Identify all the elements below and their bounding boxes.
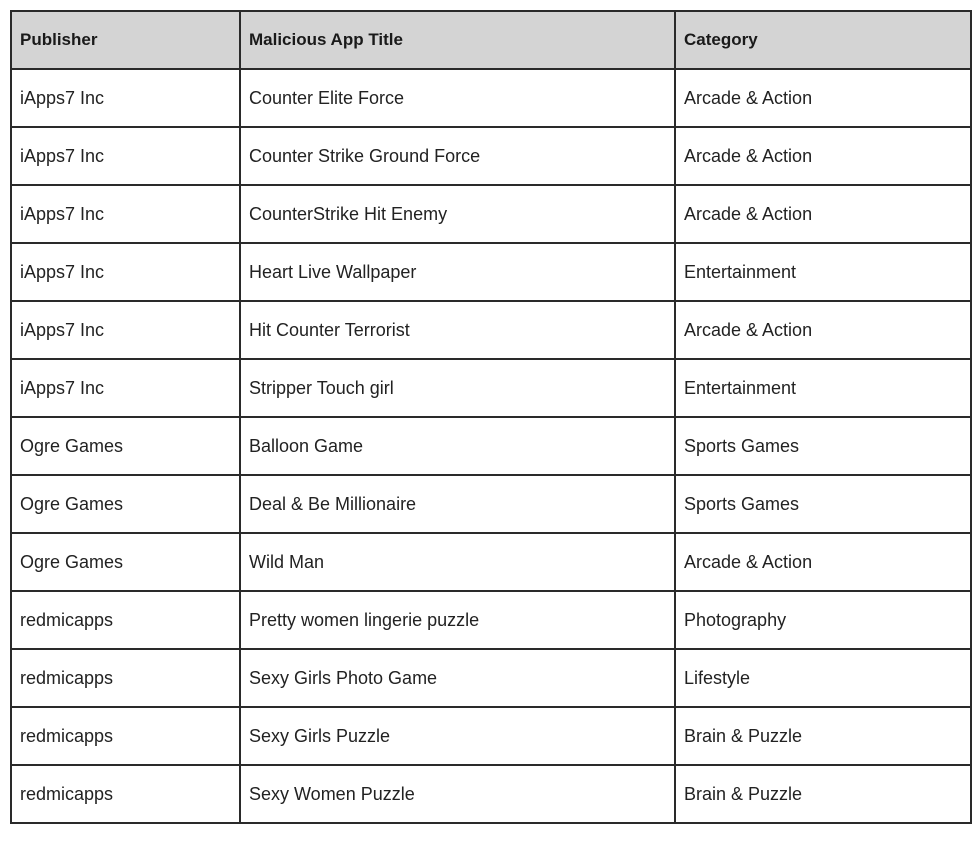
malicious-apps-table	[10, 10, 972, 824]
cell-publisher: iApps7 Inc	[11, 301, 240, 359]
table-row	[11, 649, 971, 707]
table-row	[11, 185, 971, 243]
cell-app-title: CounterStrike Hit Enemy	[240, 185, 675, 243]
cell-app-title: Hit Counter Terrorist	[240, 301, 675, 359]
table-row	[11, 301, 971, 359]
cell-category: Lifestyle	[675, 649, 971, 707]
cell-category: Arcade & Action	[675, 533, 971, 591]
cell-publisher: iApps7 Inc	[11, 243, 240, 301]
cell-category: Brain & Puzzle	[675, 765, 971, 823]
table-row	[11, 765, 971, 823]
cell-category: Arcade & Action	[675, 301, 971, 359]
table-body	[11, 69, 971, 823]
table-row	[11, 533, 971, 591]
header-app-title: Malicious App Title	[240, 11, 675, 69]
cell-category: Sports Games	[675, 417, 971, 475]
table-row	[11, 591, 971, 649]
cell-category: Arcade & Action	[675, 69, 971, 127]
table-row	[11, 475, 971, 533]
table-row	[11, 243, 971, 301]
cell-publisher: iApps7 Inc	[11, 185, 240, 243]
cell-app-title: Pretty women lingerie puzzle	[240, 591, 675, 649]
cell-publisher: Ogre Games	[11, 533, 240, 591]
cell-app-title: Sexy Girls Photo Game	[240, 649, 675, 707]
table-header	[11, 11, 971, 69]
header-row	[11, 11, 971, 69]
cell-publisher: Ogre Games	[11, 417, 240, 475]
cell-publisher: redmicapps	[11, 707, 240, 765]
cell-category: Arcade & Action	[675, 185, 971, 243]
cell-publisher: iApps7 Inc	[11, 127, 240, 185]
table-container	[10, 10, 970, 824]
cell-category: Sports Games	[675, 475, 971, 533]
table-row	[11, 127, 971, 185]
table-row	[11, 69, 971, 127]
cell-app-title: Balloon Game	[240, 417, 675, 475]
cell-app-title: Counter Strike Ground Force	[240, 127, 675, 185]
cell-category: Arcade & Action	[675, 127, 971, 185]
cell-app-title: Heart Live Wallpaper	[240, 243, 675, 301]
cell-publisher: redmicapps	[11, 765, 240, 823]
cell-category: Entertainment	[675, 359, 971, 417]
cell-app-title: Stripper Touch girl	[240, 359, 675, 417]
cell-publisher: redmicapps	[11, 649, 240, 707]
cell-app-title: Sexy Women Puzzle	[240, 765, 675, 823]
header-publisher: Publisher	[11, 11, 240, 69]
cell-category: Entertainment	[675, 243, 971, 301]
cell-category: Photography	[675, 591, 971, 649]
cell-app-title: Counter Elite Force	[240, 69, 675, 127]
table-row	[11, 707, 971, 765]
cell-publisher: redmicapps	[11, 591, 240, 649]
cell-category: Brain & Puzzle	[675, 707, 971, 765]
cell-publisher: Ogre Games	[11, 475, 240, 533]
cell-app-title: Deal & Be Millionaire	[240, 475, 675, 533]
table-row	[11, 417, 971, 475]
cell-publisher: iApps7 Inc	[11, 69, 240, 127]
cell-app-title: Sexy Girls Puzzle	[240, 707, 675, 765]
cell-publisher: iApps7 Inc	[11, 359, 240, 417]
header-category: Category	[675, 11, 971, 69]
table-row	[11, 359, 971, 417]
cell-app-title: Wild Man	[240, 533, 675, 591]
